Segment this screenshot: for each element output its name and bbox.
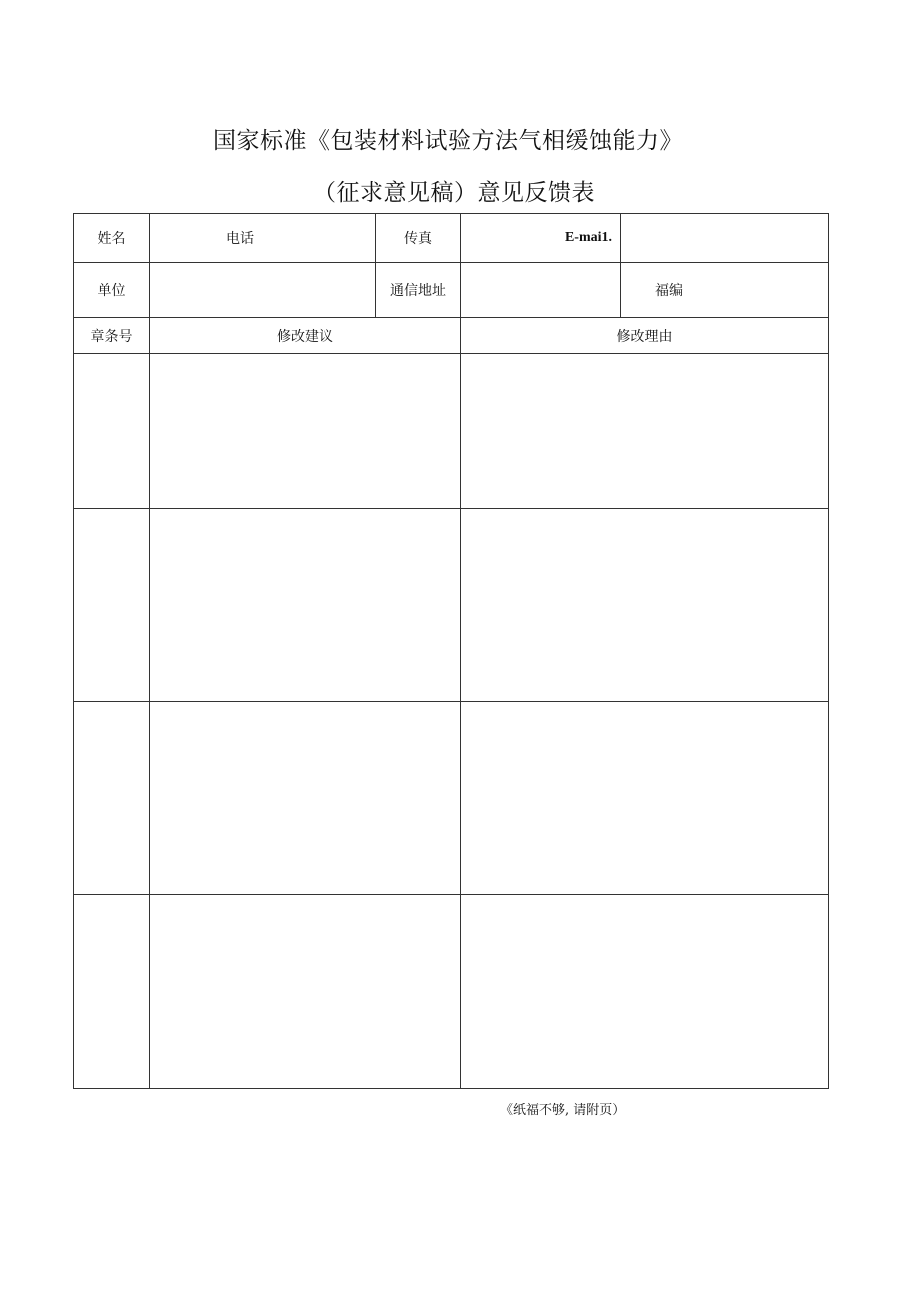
reason-cell[interactable] [461,702,829,895]
organization-row [74,263,829,318]
reason-cell[interactable] [461,895,829,1089]
footnote: 《纸福不够, 请附页） [500,1103,626,1118]
email-label: E-mai1. [461,214,621,263]
suggestion-header: 修改建议 [150,318,461,354]
header-row [74,318,829,354]
section-number-header: 章条号 [74,318,150,354]
reason-cell[interactable] [461,509,829,702]
suggestion-cell[interactable] [150,509,461,702]
form-title-line1: 国家标准《包装材料试验方法气相缓蚀能力》 [213,128,683,154]
phone-label: 电话 [150,214,376,263]
suggestion-cell[interactable] [150,354,461,509]
section-number-cell[interactable] [74,354,150,509]
feedback-entry-row [74,509,829,702]
address-label: 通信地址 [376,263,461,318]
suggestion-cell[interactable] [150,895,461,1089]
section-number-cell[interactable] [74,895,150,1089]
name-label: 姓名 [74,214,150,263]
feedback-entry-row [74,702,829,895]
suggestion-cell[interactable] [150,702,461,895]
unit-label: 单位 [74,263,150,318]
fax-label: 传真 [376,214,461,263]
unit-value-cell[interactable] [150,263,376,318]
postcode-label: 福编 [621,263,829,318]
contact-row [74,214,829,263]
reason-header: 修改理由 [461,318,829,354]
feedback-entry-row [74,354,829,509]
email-value-cell[interactable] [621,214,829,263]
section-number-cell[interactable] [74,509,150,702]
form-title-line2: （征求意见稿）意见反馈表 [313,180,595,206]
feedback-entry-row [74,895,829,1089]
address-value-cell[interactable] [461,263,621,318]
section-number-cell[interactable] [74,702,150,895]
reason-cell[interactable] [461,354,829,509]
feedback-form-table [73,213,829,1089]
